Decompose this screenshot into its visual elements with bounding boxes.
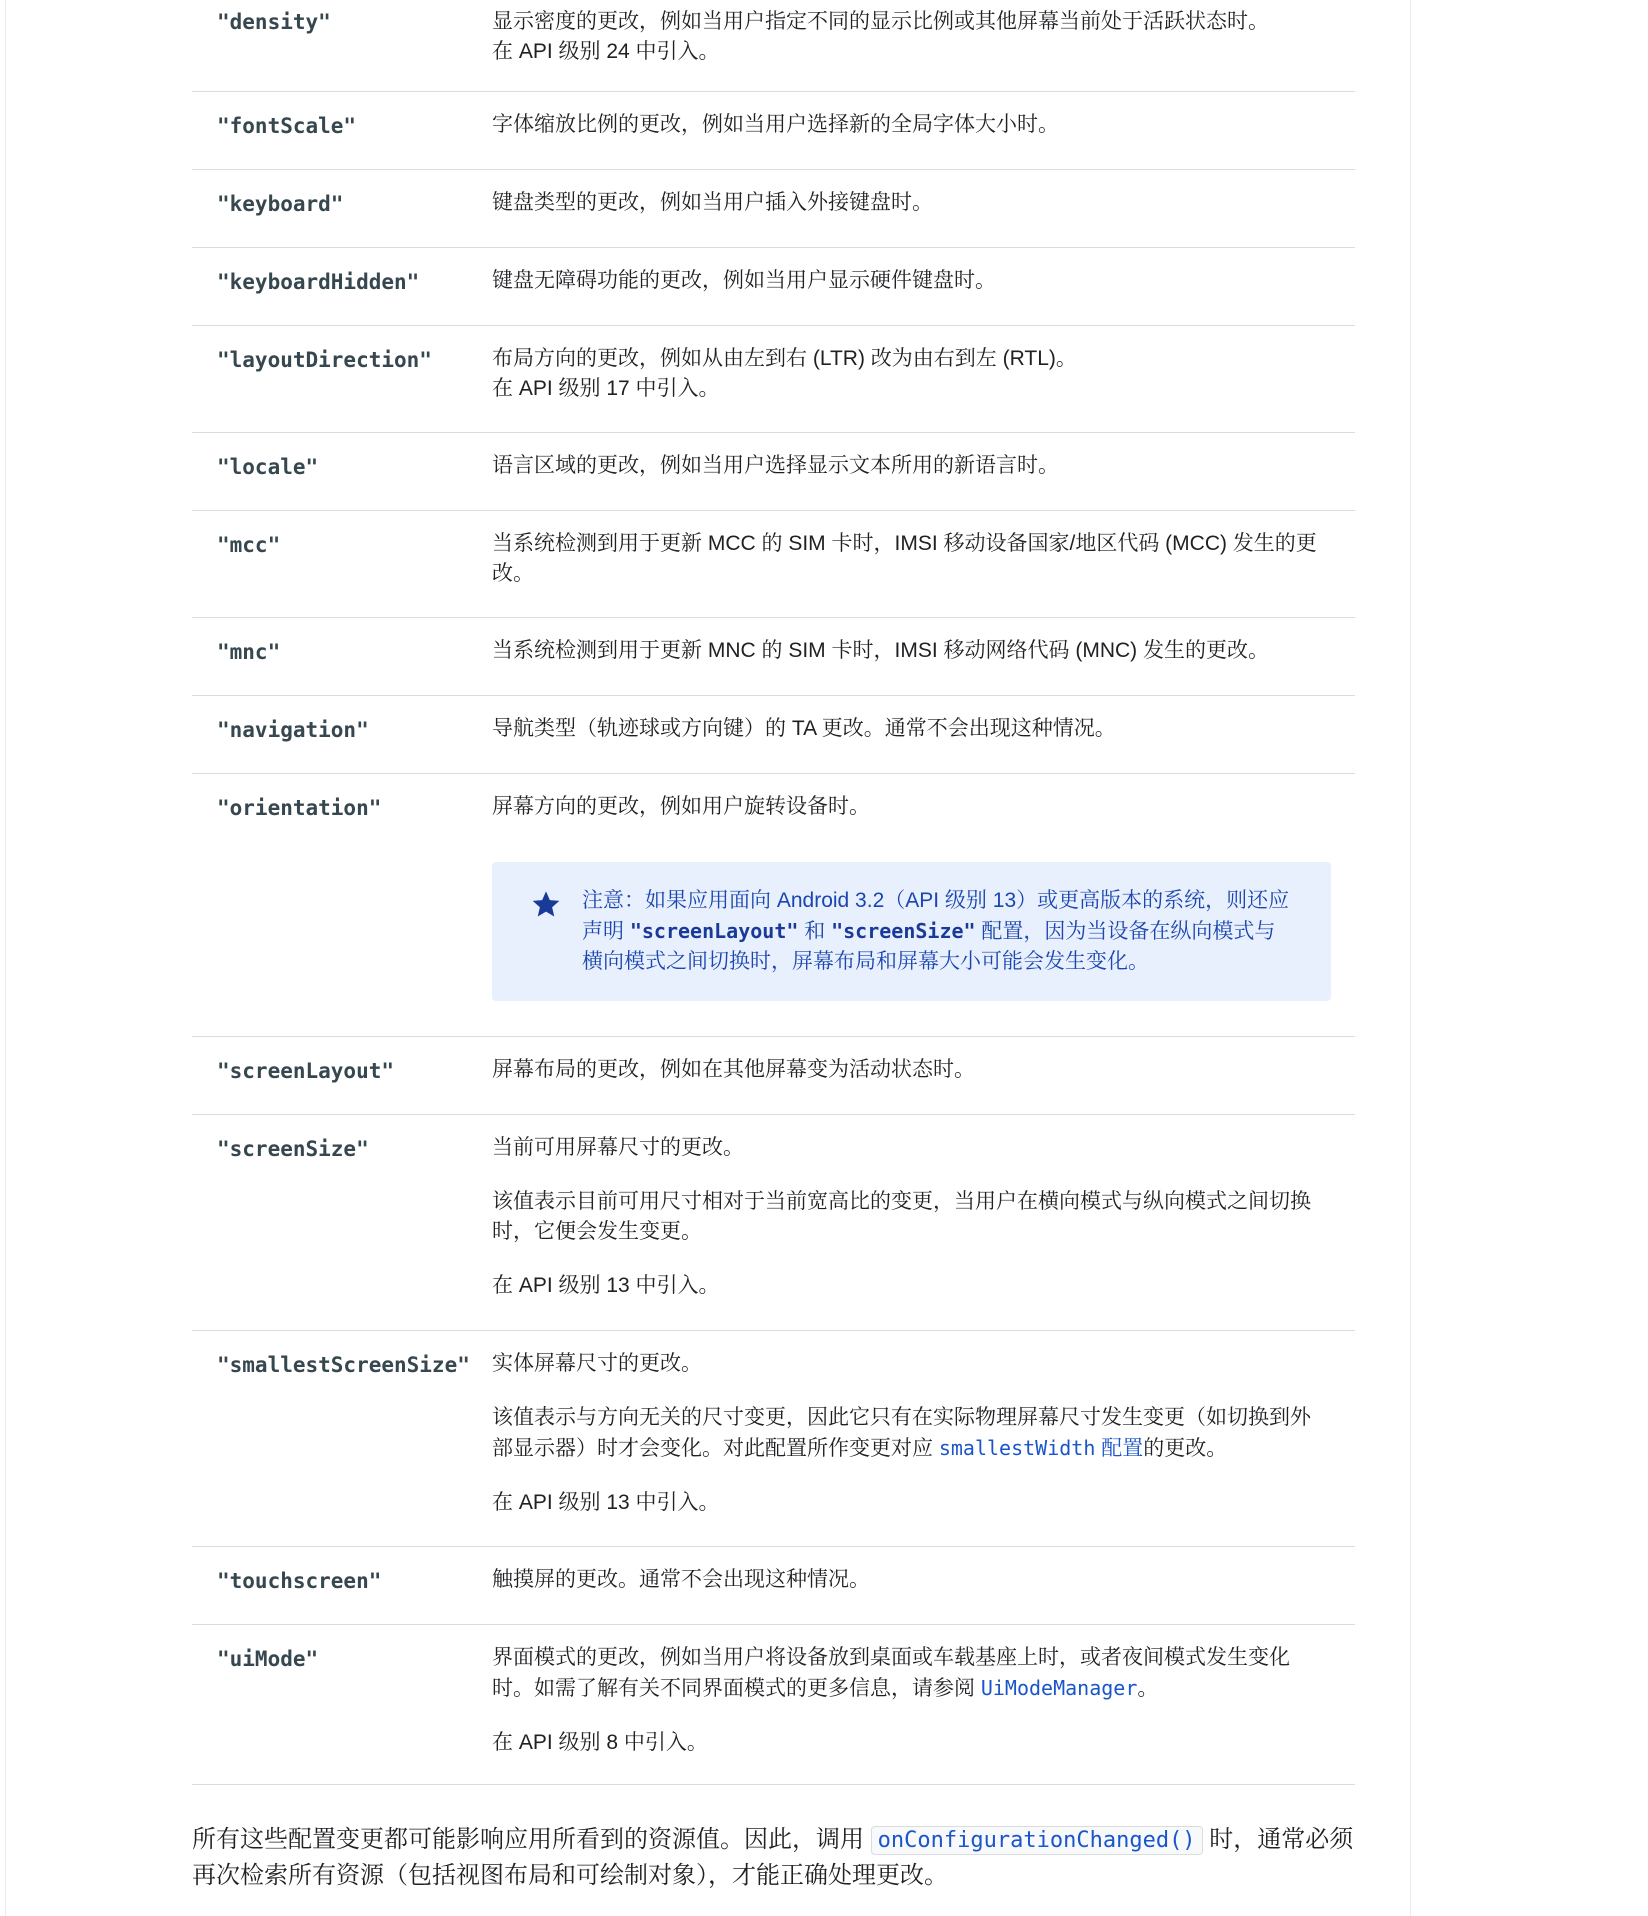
footer-paragraph [192,1822,1362,1893]
attr-name: "locale" [217,455,319,479]
attr-name: "layoutDirection" [217,348,432,372]
attr-desc: 语言区域的更改，例如当用户选择显示文本所用的新语言时。 [492,454,1059,477]
table-row-layoutdirection [192,326,1355,433]
table-row-mnc [192,618,1355,696]
attr-desc: 屏幕方向的更改，例如用户旋转设备时。 注意：如果应用面向 Android 3.2（API 级别 13）或更高版本的系统，则还应声明 "screenLayout" 和 "screenSize" 配置，因为当设备在纵向模式与横向模式之间切换时，屏幕布局和屏幕大小可能会发生变化。 [492,774,1355,1036]
desc-text: 的更改。 [1143,1437,1228,1460]
table-row-touchscreen [192,1547,1355,1625]
attr-desc: 实体屏幕尺寸的更改。 该值表示与方向无关的尺寸变更，因此它只有在实际物理屏幕尺寸发生变更（如切换到外部显示器）时才会变化。对此配置所作变更对应 smallestWidth 配置的更改。 在 API 级别 13 中引入。 [492,1352,1311,1514]
smallestwidth-link[interactable]: smallestWidth 配置 [938,1436,1144,1460]
table-row-keyboardhidden [192,248,1355,326]
table-row-orientation [192,774,1355,1037]
attr-desc: 布局方向的更改，例如从由左到右 (LTR) 改为由右到左 (RTL)。 在 API 级别 17 中引入。 [492,347,1077,400]
attr-desc: 屏幕布局的更改，例如在其他屏幕变为活动状态时。 [492,1058,975,1081]
table-row-locale [192,433,1355,511]
star-icon [530,888,562,920]
table-row-density [192,0,1355,92]
note-callout [492,862,1331,1001]
attr-desc: 触摸屏的更改。通常不会出现这种情况。 [492,1568,870,1591]
attr-name: "screenLayout" [217,1059,395,1083]
attr-desc: 导航类型（轨迹球或方向键）的 TA 更改。通常不会出现这种情况。 [492,717,1116,740]
attr-desc: 当系统检测到用于更新 MNC 的 SIM 卡时，IMSI 移动网络代码 (MNC) 发生的更改。 [492,639,1269,662]
attr-desc: 字体缩放比例的更改，例如当用户选择新的全局字体大小时。 [492,113,1059,136]
table-row-screenlayout [192,1037,1355,1115]
footer-text: 所有这些配置变更都可能影响应用所看到的资源值。因此，调用 [192,1826,871,1853]
attr-desc: 当系统检测到用于更新 MCC 的 SIM 卡时，IMSI 移动设备国家/地区代码 (MCC) 发生的更改。 [492,532,1317,585]
table-row-mcc [192,511,1355,618]
attr-name: "fontScale" [217,114,357,138]
note-code-screensize: "screenSize" [831,919,976,943]
attr-desc: 键盘类型的更改，例如当用户插入外接键盘时。 [492,191,933,214]
attr-desc: 当前可用屏幕尺寸的更改。 该值表示目前可用尺寸相对于当前宽高比的变更，当用户在横向模式与纵向模式之间切换时，它便会发生变更。 在 API 级别 13 中引入。 [492,1136,1311,1297]
attr-name: "screenSize" [217,1137,369,1161]
table-row-uimode [192,1625,1355,1785]
attr-name: "touchscreen" [217,1569,382,1593]
note-text: 和 [798,920,832,943]
attr-name: "smallestScreenSize" [217,1353,470,1377]
note-code-screenlayout: "screenLayout" [629,919,799,943]
footer-text: 时，通常必须再次检索所有资源（包括视图布局和可绘制对象），才能正确处理更改。 [192,1826,1354,1889]
attr-name: "uiMode" [217,1647,319,1671]
attr-name: "keyboardHidden" [217,270,420,294]
uimodemanager-link[interactable]: UiModeManager [980,1676,1138,1700]
note-text: 配置，因为当设备在纵向模式与横向模式之间切换时，屏幕布局和屏幕大小可能会发生变化。 [582,920,1276,973]
table-row-smallestscreensize [192,1331,1355,1547]
onconfigurationchanged-link[interactable]: onConfigurationChanged() [871,1826,1203,1855]
smallestwidth-code[interactable]: smallestWidth [938,1436,1096,1460]
desc-text: 该值表示与方向无关的尺寸变更，因此它只有在实际物理屏幕尺寸发生变更（如切换到外部显示器）时才会变化。对此配置所作变更对应 [492,1406,1311,1460]
attr-name: "mnc" [217,640,281,664]
table-row-screensize [192,1115,1355,1331]
attr-desc: 键盘无障碍功能的更改，例如当用户显示硬件键盘时。 [492,269,996,292]
attr-desc: 界面模式的更改，例如当用户将设备放到桌面或车载基座上时，或者夜间模式发生变化时。如需了解有关不同界面模式的更多信息，请参阅 UiModeManager。 在 API 级别 8 中引入。 [492,1646,1290,1754]
desc-text: 。 [1137,1677,1159,1700]
table-row-keyboard [192,170,1355,248]
attr-name: "density" [217,10,331,34]
attr-name: "orientation" [217,796,382,820]
attr-name: "mcc" [217,533,281,557]
note-label: 注意： [582,889,645,912]
table-row-fontscale [192,92,1355,170]
note-text: 如果应用面向 Android 3.2（API 级别 13）或更高版本的系统，则还应声明 [582,889,1290,943]
attr-name: "keyboard" [217,192,344,216]
table-row-navigation [192,696,1355,774]
document-page [5,0,1411,1916]
desc-text: 界面模式的更改，例如当用户将设备放到桌面或车载基座上时，或者夜间模式发生变化时。如需了解有关不同界面模式的更多信息，请参阅 [492,1646,1290,1700]
attr-name: "navigation" [217,718,369,742]
attr-desc: 显示密度的更改，例如当用户指定不同的显示比例或其他屏幕当前处于活跃状态时。 在 API 级别 24 中引入。 [492,10,1269,63]
config-changes-table [192,0,1355,1785]
